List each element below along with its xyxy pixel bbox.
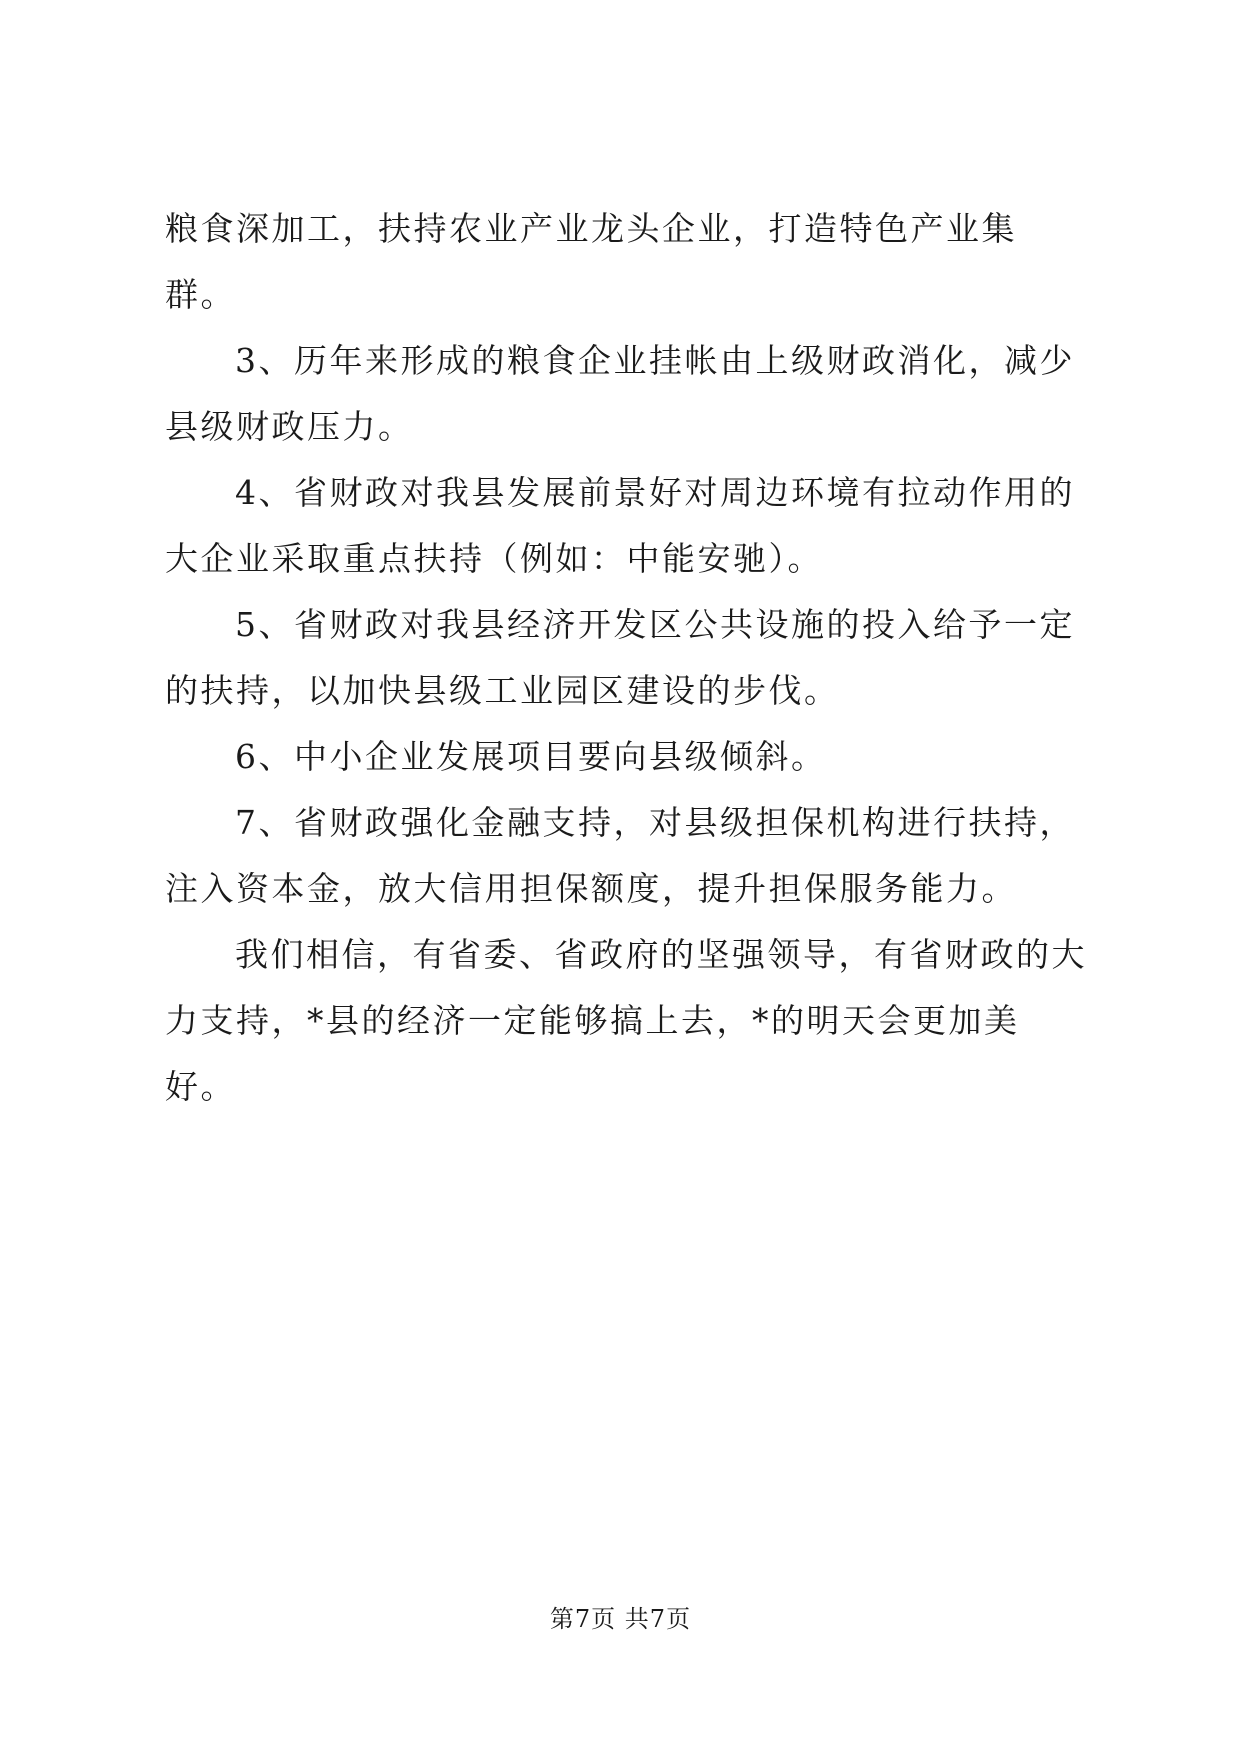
page-number-footer: 第7页 共7页 bbox=[549, 1605, 692, 1633]
paragraph-item-4: 4、省财政对我县发展前景好对周边环境有拉动作用的大企业采取重点扶持（例如：中能安驰）。 bbox=[165, 473, 1075, 578]
paragraph-continuation: 粮食深加工，扶持农业产业龙头企业，打造特色产业集群。 bbox=[165, 209, 1017, 314]
paragraph-item-7: 7、省财政强化金融支持，对县级担保机构进行扶持，注入资本金，放大信用担保额度，提升担保服务能力。 bbox=[165, 803, 1075, 908]
paragraph-item-6: 6、中小企业发展项目要向县级倾斜。 bbox=[235, 737, 827, 776]
paragraph-item-5: 5、省财政对我县经济开发区公共设施的投入给予一定的扶持，以加快县级工业园区建设的步伐。 bbox=[165, 605, 1075, 710]
paragraph-item-3: 3、历年来形成的粮食企业挂帐由上级财政消化，减少县级财政压力。 bbox=[165, 341, 1075, 446]
document-body bbox=[165, 196, 1087, 1120]
paragraph-conclusion: 我们相信，有省委、省政府的坚强领导，有省财政的大力支持，*县的经济一定能够搞上去，*的明天会更加美好。 bbox=[165, 935, 1087, 1106]
